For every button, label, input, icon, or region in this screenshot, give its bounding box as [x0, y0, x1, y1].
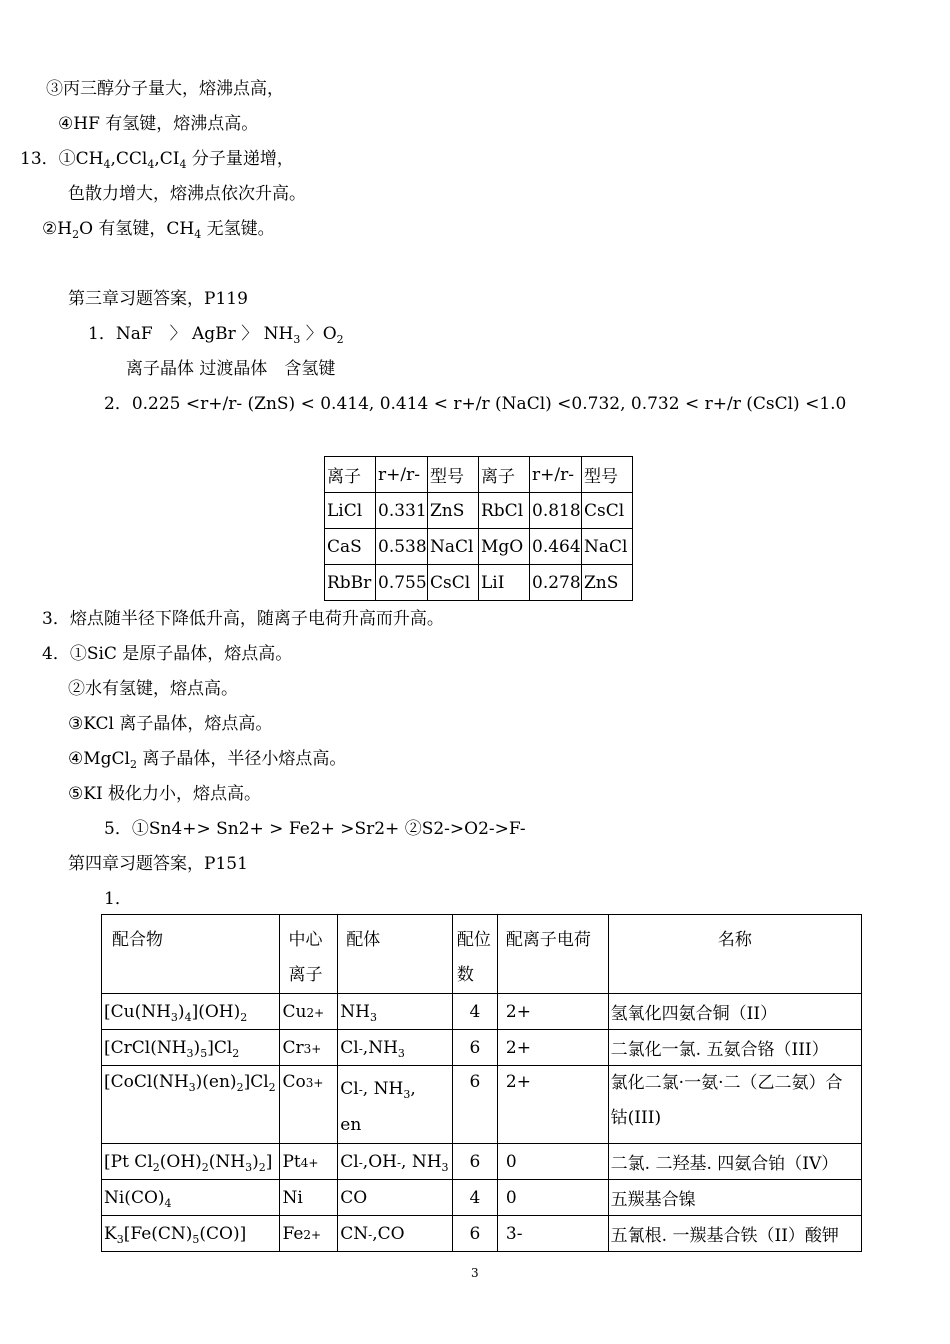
table-cell: 6: [452, 1030, 497, 1066]
table-row: [102, 1180, 862, 1216]
table-cell: CaS: [325, 529, 376, 565]
text-line: ③丙三醇分子量大，熔沸点高，: [46, 79, 284, 99]
table-cell: 0.331: [376, 493, 428, 529]
table-cell: Cl-,OH-, $NH_3$: [338, 1144, 453, 1180]
table-header-cell: 配合物: [102, 915, 280, 994]
table-cell: $[CrCl(NH_3)_5]Cl_2$: [102, 1030, 280, 1066]
table-cell: ZnS: [428, 493, 479, 529]
text-line: ④HF 有氢键，熔沸点高。: [58, 114, 259, 134]
ch3-q3: 3．熔点随半径下降低升高，随离子电荷升高而升高。: [42, 609, 444, 629]
table-cell: Fe2+: [280, 1216, 338, 1252]
table-cell: 0.538: [376, 529, 428, 565]
table-cell: CN-,CO: [338, 1216, 453, 1252]
table-cell: Pt4+: [280, 1144, 338, 1180]
table-cell: 氢氧化四氨合铜（II）: [608, 994, 861, 1030]
table-cell: NaCl: [582, 529, 633, 565]
table-header-cell: r+/r-: [376, 457, 428, 493]
table-cell: 4: [452, 1180, 497, 1216]
table-cell: $[CoCl(NH_3)(en)_2]Cl_2$: [102, 1066, 280, 1144]
table-cell: 0.755: [376, 565, 428, 601]
chapter4-title: 第四章习题答案，P151: [68, 854, 248, 874]
table-cell: Cl-, $NH_3$, en: [338, 1066, 453, 1144]
table-cell: RbCl: [479, 493, 530, 529]
table-cell: CO: [338, 1180, 453, 1216]
ch3-q1-note: 离子晶体 过渡晶体 含氢键: [126, 359, 336, 379]
table-cell: 0: [497, 1144, 608, 1180]
table-cell: $[Cu(NH_3)_4](OH)_2$: [102, 994, 280, 1030]
page-number: 3: [471, 1266, 479, 1280]
ch3-q4-4: ④MgCl$_2$ 离子晶体，半径小熔点高。: [68, 749, 347, 771]
ch3-q1: 1．NaF 〉 AgBr 〉 $NH_3$ 〉$O_2$: [88, 324, 344, 346]
table-cell: $K_3[Fe(CN)_5(CO)]$: [102, 1216, 280, 1252]
table-header-cell: 型号: [428, 457, 479, 493]
chapter3-title: 第三章习题答案，P119: [68, 289, 248, 309]
table-cell: $Ni(CO)_4$: [102, 1180, 280, 1216]
table-cell: 二氯. 二羟基. 四氨合铂（IV）: [608, 1144, 861, 1180]
table-cell: 0: [497, 1180, 608, 1216]
table-cell: LiI: [479, 565, 530, 601]
table-cell: 6: [452, 1144, 497, 1180]
table-cell: 二氯化一氯. 五氨合铬（III）: [608, 1030, 861, 1066]
question-13-line: 13．$①CH_4,CCl_4,CI_4$ 分子量递增，: [20, 149, 294, 171]
table-cell: [Pt $Cl_2(OH)_2(NH_3)_2$]: [102, 1144, 280, 1180]
table-header-cell: 配离子电荷: [497, 915, 608, 994]
table-header-cell: 离子: [325, 457, 376, 493]
table-cell: RbBr: [325, 565, 376, 601]
table-cell: Co3+: [280, 1066, 338, 1144]
table-header-cell: r+/r-: [530, 457, 582, 493]
table-cell: 2+: [497, 994, 608, 1030]
table-header-row: [325, 457, 633, 493]
table-cell: Cu2+: [280, 994, 338, 1030]
text-line: $②H_2O$ 有氢键，$CH_4$ 无氢键。: [42, 219, 275, 241]
table-cell: LiCl: [325, 493, 376, 529]
table-header-cell: 型号: [582, 457, 633, 493]
table-cell: Ni: [280, 1180, 338, 1216]
table-cell: MgO: [479, 529, 530, 565]
ch3-q4-2: ②水有氢键，熔点高。: [68, 679, 238, 699]
ch4-q1: 1．: [104, 889, 132, 909]
table-row: [102, 994, 862, 1030]
table-cell: 0.464: [530, 529, 582, 565]
table-cell: CsCl: [582, 493, 633, 529]
ch3-q4-5: ⑤KI 极化力小，熔点高。: [68, 784, 262, 804]
complex-compounds-table: [101, 914, 862, 1252]
table-cell: 氯化二氯·一氨·二（乙二氨）合钴(III): [608, 1066, 861, 1144]
table-cell: 4: [452, 994, 497, 1030]
table-cell: $NH_3$: [338, 994, 453, 1030]
table-header-cell: 中心离子: [280, 915, 338, 994]
table-cell: ZnS: [582, 565, 633, 601]
table-header-cell: 配体: [338, 915, 453, 994]
table-cell: 0.278: [530, 565, 582, 601]
table-header-cell: 名称: [608, 915, 861, 994]
table-cell: 2+: [497, 1030, 608, 1066]
text-line: 色散力增大，熔沸点依次升高。: [68, 184, 306, 204]
table-row: [102, 1216, 862, 1252]
table-cell: $Cl-,NH_3$: [338, 1030, 453, 1066]
radius-ratio-table: [324, 456, 633, 601]
table-cell: 五氰根. 一羰基合铁（II）酸钾: [608, 1216, 861, 1252]
table-header-cell: 离子: [479, 457, 530, 493]
table-row: [102, 1066, 862, 1144]
table-row: [325, 565, 633, 601]
table-cell: 0.818: [530, 493, 582, 529]
table-cell: 3-: [497, 1216, 608, 1252]
table-header-row: [102, 915, 862, 994]
ch3-q4-1: 4．①SiC 是原子晶体，熔点高。: [42, 644, 293, 664]
table-cell: NaCl: [428, 529, 479, 565]
ch3-q5: 5．①Sn4+> Sn2+ > Fe2+ >Sr2+ ②S2->O2->F-: [104, 819, 526, 839]
ch3-q2: 2．0.225 <r+/r- (ZnS) < 0.414, 0.414 < r+/r (NaCl) <0.732, 0.732 < r+/r (CsCl) <1.0: [104, 394, 847, 414]
table-row: [102, 1030, 862, 1066]
table-cell: Cr3+: [280, 1030, 338, 1066]
table-row: [102, 1144, 862, 1180]
table-row: [325, 493, 633, 529]
table-cell: 6: [452, 1066, 497, 1144]
table-cell: 五羰基合镍: [608, 1180, 861, 1216]
table-cell: 2+: [497, 1066, 608, 1144]
table-row: [325, 529, 633, 565]
table-cell: CsCl: [428, 565, 479, 601]
table-header-cell: 配位数: [452, 915, 497, 994]
table-cell: 6: [452, 1216, 497, 1252]
ch3-q4-3: ③KCl 离子晶体，熔点高。: [68, 714, 273, 734]
